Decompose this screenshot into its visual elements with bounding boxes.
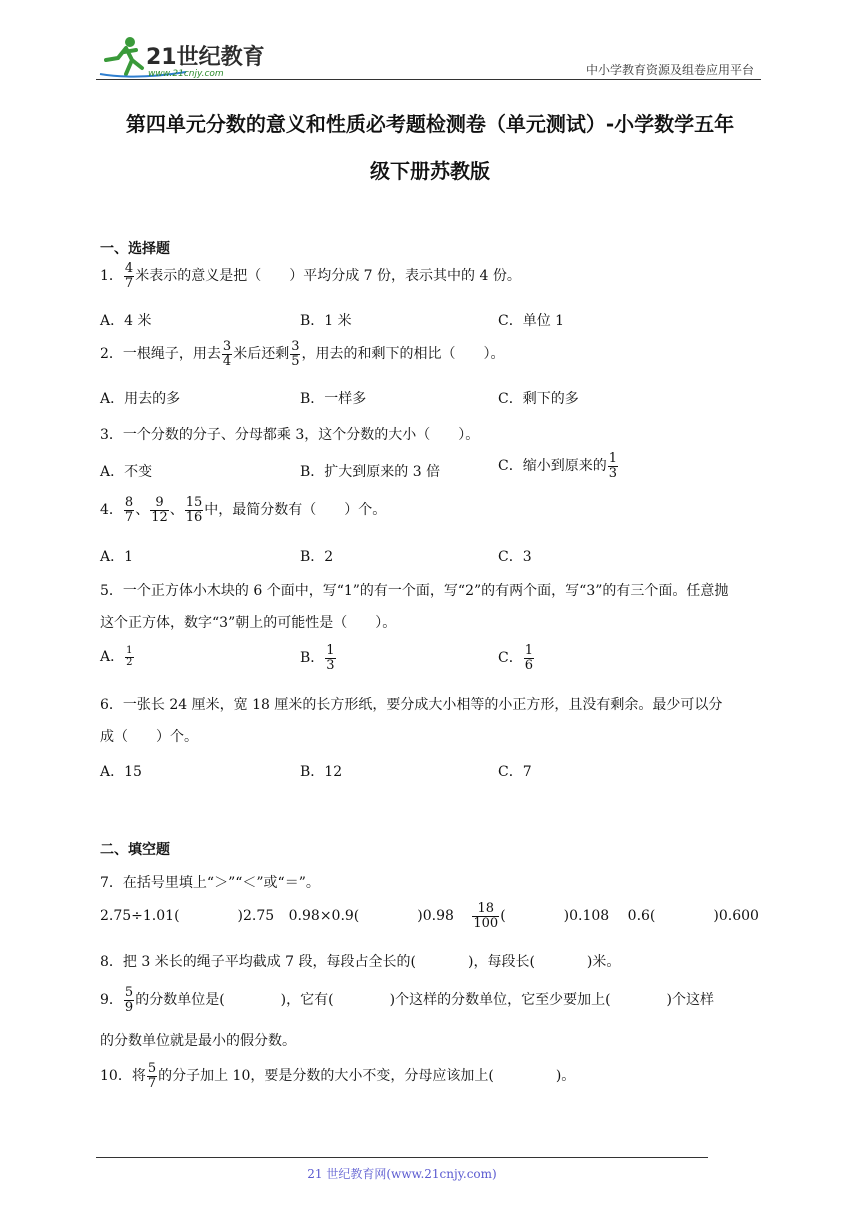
fraction: $\frac{1}{3}$ xyxy=(608,451,617,481)
footer-text: 21 世纪教育网(www.21cnjy.com) xyxy=(307,1167,497,1181)
q6-option-b: B．12 xyxy=(300,764,343,780)
question-6-line2: 成（ ）个。 xyxy=(100,729,198,745)
q4-option-c: C．3 xyxy=(498,549,532,565)
q2-option-a: A．用去的多 xyxy=(100,391,181,407)
q5-option-a: A． $\frac{1}{2}$ xyxy=(100,645,133,668)
question-8: 8．把 3 米长的绳子平均截成 7 段，每段占全长的( )，每段长( )米。 xyxy=(100,954,621,970)
logo-text: 21世纪教育 xyxy=(146,45,265,70)
q4-option-a: A．1 xyxy=(100,549,134,565)
question-5-line1: 5．一个正方体小木块的 6 个面中，写“1”的有一个面，写“2”的有两个面，写“3”的有三个面。任意抛 xyxy=(100,583,729,599)
section-heading-choice: 一、选择题 xyxy=(100,241,170,257)
fraction: $\frac{5}{9}$ xyxy=(124,985,134,1015)
question-5-line2: 这个正方体，数字“3”朝上的可能性是（ ）。 xyxy=(100,615,397,631)
page-title-line2: 级下册苏教版 xyxy=(370,159,490,183)
q1-text: 米表示的意义是把（ ）平均分成 7 份，表示其中的 4 份。 xyxy=(135,268,521,285)
site-logo xyxy=(96,34,266,80)
section-heading-fill: 二、填空题 xyxy=(100,842,170,858)
fraction: $\frac{9}{12}$ xyxy=(151,495,168,525)
q1-number: 1． xyxy=(100,268,123,285)
fraction: $\frac{1}{2}$ xyxy=(126,645,133,668)
runner-icon xyxy=(106,37,142,74)
q6-option-a: A．15 xyxy=(100,764,142,780)
q2-option-c: C．剩下的多 xyxy=(498,391,579,407)
question-7: 7．在括号里填上“＞”“＜”或“＝”。 xyxy=(100,875,320,891)
q3-option-a: A．不变 xyxy=(100,464,153,480)
q1-option-a: A．4 米 xyxy=(100,313,152,329)
fraction: $\frac{15}{16}$ xyxy=(185,495,203,525)
q1-option-b: B．1 米 xyxy=(300,313,352,329)
fraction: $\frac{4}{7}$ xyxy=(124,261,134,291)
fraction: $\frac{5}{7}$ xyxy=(147,1061,157,1091)
logo-sub: www.21cnjy.com xyxy=(148,69,224,79)
question-6-line1: 6．一张长 24 厘米，宽 18 厘米的长方形纸，要分成大小相等的小正方形，且没有剩余。最少可以分 xyxy=(100,697,723,713)
question-1 xyxy=(100,262,521,290)
q2-option-b: B．一样多 xyxy=(300,391,367,407)
fraction: $\frac{3}{4}$ xyxy=(222,339,232,369)
page-title-line1: 第四单元分数的意义和性质必考题检测卷（单元测试）-小学数学五年 xyxy=(125,112,735,136)
fraction: $\frac{1}{6}$ xyxy=(524,643,533,673)
fraction: $\frac{8}{7}$ xyxy=(124,495,134,525)
fraction: $\frac{18}{100}$ xyxy=(473,901,499,931)
question-9-line2: 的分数单位就是最小的假分数。 xyxy=(100,1033,296,1049)
question-3: 3．一个分数的分子、分母都乘 3，这个分数的大小（ ）。 xyxy=(100,427,480,443)
site-tagline: 中小学教育资源及组卷应用平台 xyxy=(585,63,754,77)
q1-option-c: C．单位 1 xyxy=(498,313,565,329)
q7-comparisons: 2.75÷1.01( )2.75 0.98×0.9( )0.98 $\frac{18}{100}$ ( )0.108 0.6( )0.600 xyxy=(100,901,759,931)
question-10: 10．将 $\frac{5}{7}$ 的分子加上 10，要是分数的大小不变，分母应该加上( )。 xyxy=(100,1061,576,1091)
q3-option-c: C．缩小到原来的 $\frac{1}{3}$ xyxy=(498,451,617,481)
q6-option-c: C．7 xyxy=(498,764,532,780)
header-divider xyxy=(96,79,761,80)
q4-option-b: B．2 xyxy=(300,549,334,565)
question-4: 4． $\frac{8}{7}$ 、 $\frac{9}{12}$ 、 $\frac{15}{16}$ 中，最简分数有（ ）个。 xyxy=(100,495,387,525)
fraction: $\frac{1}{3}$ xyxy=(326,643,335,673)
q3-option-b: B．扩大到原来的 3 倍 xyxy=(300,464,441,480)
q5-option-b: B． $\frac{1}{3}$ xyxy=(300,643,335,673)
question-2: 2．一根绳子，用去 $\frac{3}{4}$ 米后还剩 $\frac{3}{5}$ ，用去的和剩下的相比（ ）。 xyxy=(100,339,505,369)
footer-divider xyxy=(96,1157,708,1158)
question-9-line1: 9． $\frac{5}{9}$ 的分数单位是( )，它有( )个这样的分数单位，它至少要加上( )个这样 xyxy=(100,985,715,1015)
q5-option-c: C． $\frac{1}{6}$ xyxy=(498,643,533,673)
fraction: $\frac{3}{5}$ xyxy=(291,339,300,369)
